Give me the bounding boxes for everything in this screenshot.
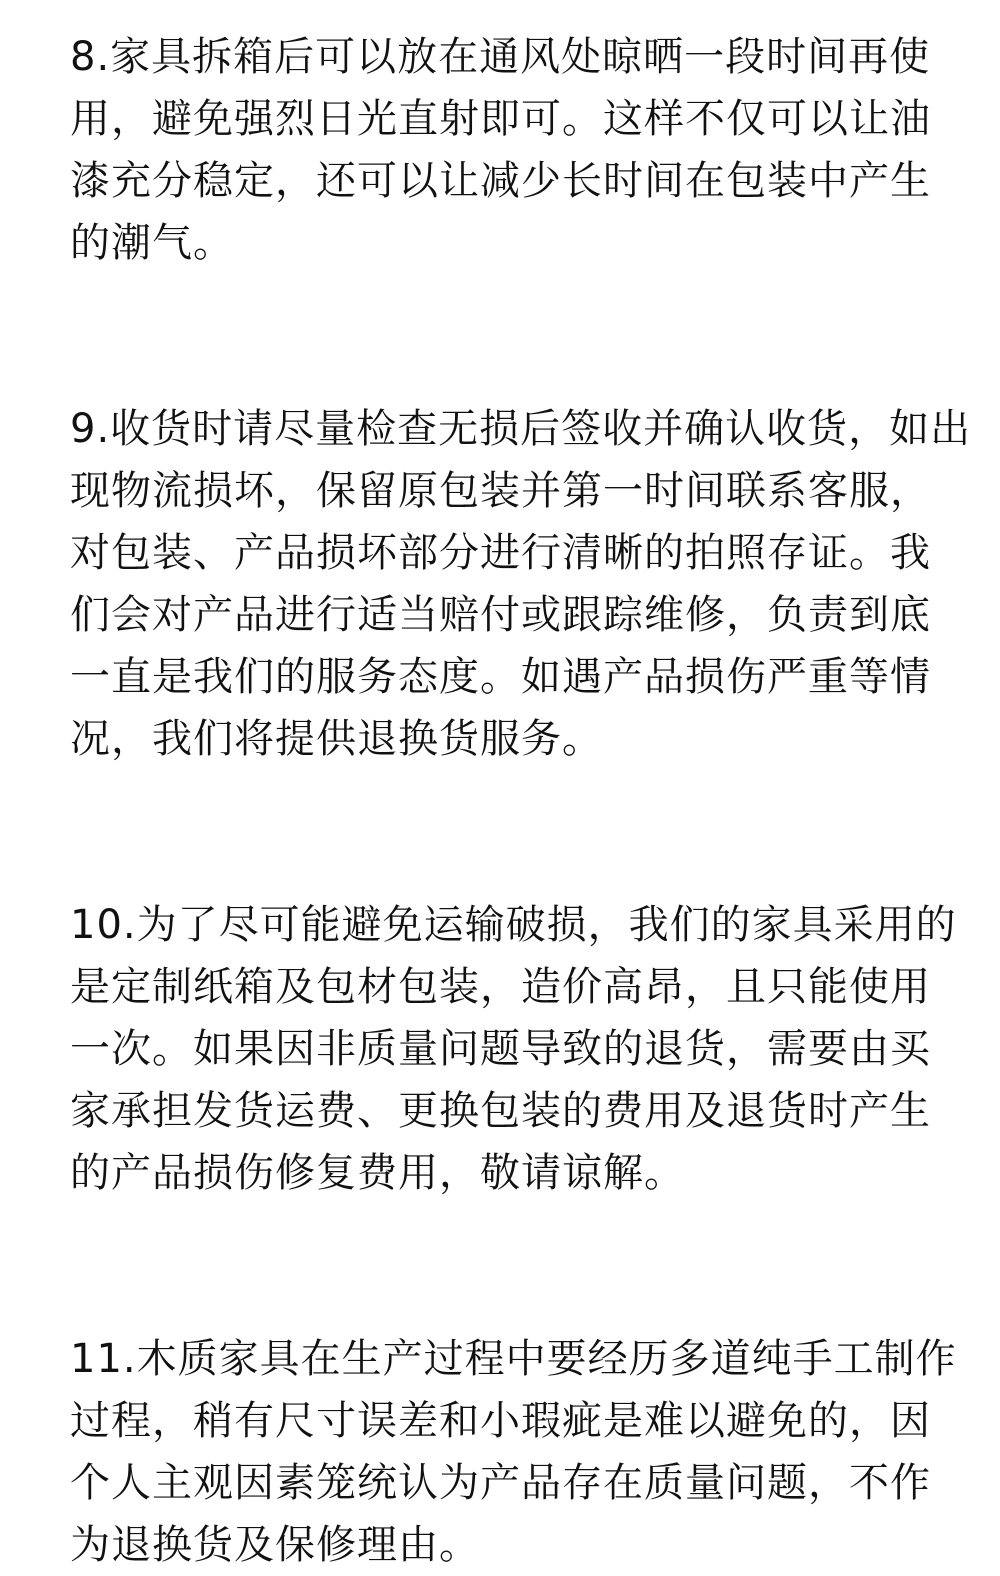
text-line: 为退换货及保修理由。 — [70, 1522, 480, 1568]
text-line: 10.为了尽可能避免运输破损，我们的家具采用的 — [70, 902, 957, 948]
paragraph-8 — [70, 26, 930, 274]
text-line: 过程，稍有尺寸误差和小瑕疵是难以避免的，因 — [70, 1398, 931, 1444]
text-line: 的产品损伤修复费用，敬请谅解。 — [70, 1150, 685, 1196]
text-line: 家承担发货运费、更换包装的费用及退货时产生 — [70, 1088, 931, 1134]
paragraph-11 — [70, 1328, 957, 1576]
paragraph-9 — [70, 398, 972, 770]
text-line: 一直是我们的服务态度。如遇产品损伤严重等情 — [70, 654, 931, 700]
text-line: 漆充分稳定，还可以让减少长时间在包装中产生 — [70, 158, 931, 204]
notice-document — [70, 26, 972, 1576]
text-line: 用，避免强烈日光直射即可。这样不仅可以让油 — [70, 96, 931, 142]
text-line: 现物流损坏，保留原包装并第一时间联系客服， — [70, 468, 931, 514]
paragraph-10 — [70, 894, 957, 1204]
text-line: 8.家具拆箱后可以放在通风处晾晒一段时间再使 — [70, 34, 931, 80]
text-line: 个人主观因素笼统认为产品存在质量问题，不作 — [70, 1460, 931, 1506]
text-line: 一次。如果因非质量问题导致的退货，需要由买 — [70, 1026, 931, 1072]
text-line: 况，我们将提供退换货服务。 — [70, 716, 603, 762]
text-line: 的潮气。 — [70, 220, 234, 266]
text-line: 是定制纸箱及包材包装，造价高昂，且只能使用 — [70, 964, 931, 1010]
text-line: 9.收货时请尽量检查无损后签收并确认收货，如出 — [70, 406, 972, 452]
text-line: 对包装、产品损坏部分进行清晰的拍照存证。我 — [70, 530, 931, 576]
text-line: 11.木质家具在生产过程中要经历多道纯手工制作 — [70, 1336, 957, 1382]
text-line: 们会对产品进行适当赔付或跟踪维修，负责到底 — [70, 592, 931, 638]
